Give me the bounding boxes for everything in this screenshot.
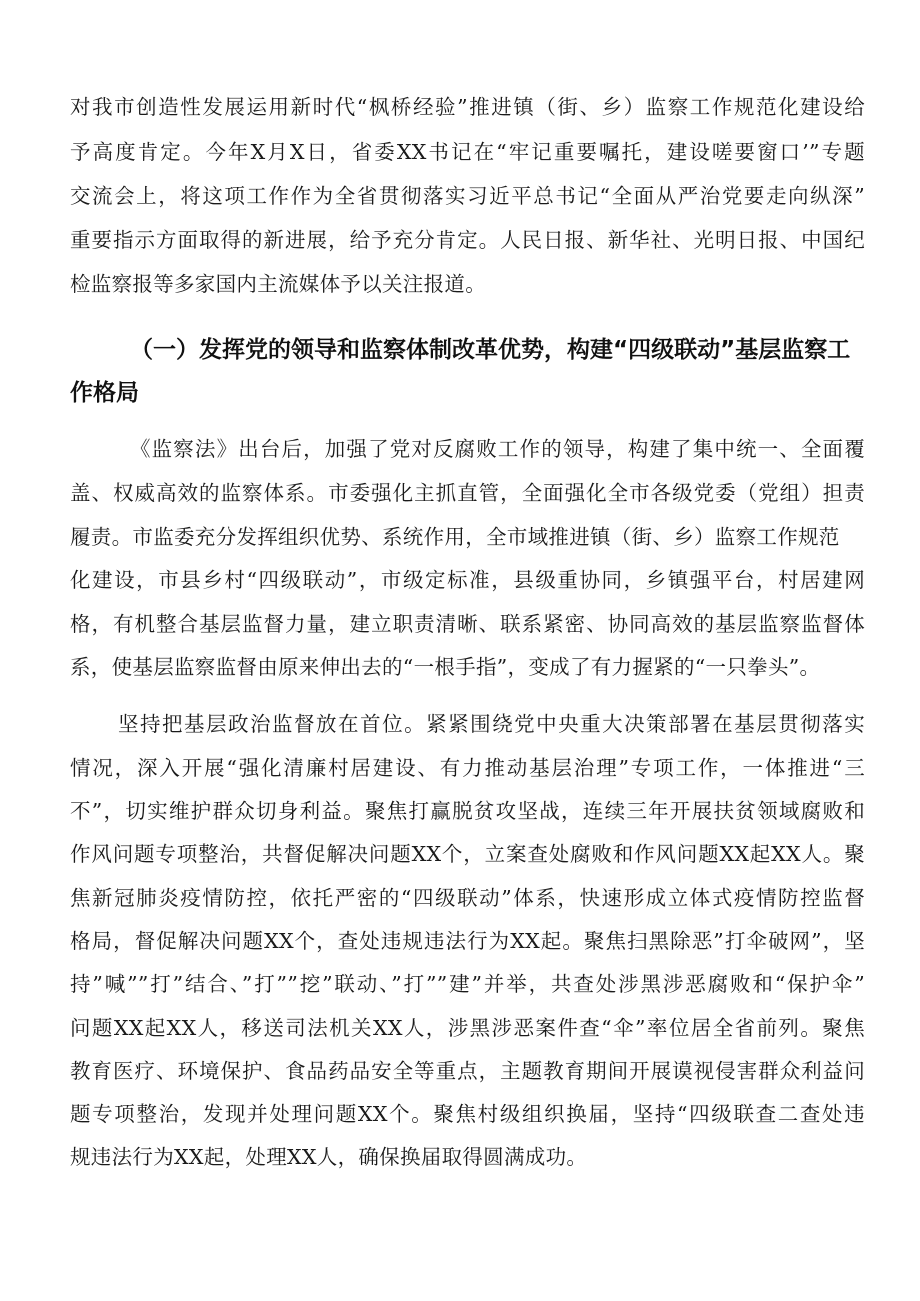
paragraph-1-line-3: 交流会上，将这项工作作为全省贯彻落实习近平总书记“全面从严治党要走向纵深” (70, 184, 865, 208)
paragraph-3-line-9: 教育医疗、环境保护、食品药品安全等重点，主题教育期间开展谟视侵害群众利益问 (70, 1059, 865, 1083)
paragraph-3-line-10: 题专项整治，发现并处理问题XX个。聚焦村级组织换届，坚持“四级联查二查处违 (70, 1102, 865, 1126)
paragraph-1-line-4: 重要指示方面取得的新进展，给予充分肯定。人民日报、新华社、光明日报、中国纪 (70, 228, 865, 252)
paragraph-2-line-6: 系，使基层监察监督由原来伸出去的“一根手指”，变成了有力握紧的“一只拳头”。 (70, 655, 821, 679)
paragraph-2-line-3: 履责。市监委充分发挥组织优势、系统作用，全市域推进镇（街、乡）监察工作规范 (70, 525, 840, 549)
paragraph-3-line-4: 作风问题专项整治，共督促解决问题XX个，立案查处腐败和作风问题XX起XX人。聚 (70, 842, 865, 866)
paragraph-1-line-1: 对我市创造性发展运用新时代“枫桥经验”推进镇（街、乡）监察工作规范化建设给 (70, 95, 865, 119)
paragraph-3-line-3: 不”，切实维护群众切身利益。聚焦打赢脱贫攻坚战，连续三年开展扶贫领域腐败和 (70, 799, 865, 823)
paragraph-2-line-1: 《监察法》出台后，加强了党对反腐败工作的领导，构建了集中统一、全面覆 (130, 437, 865, 461)
section-heading-line-1: （一）发挥党的领导和监察体制改革优势，构建“四级联动”基层监察工 (130, 337, 851, 363)
paragraph-2-line-5: 格，有机整合基层监督力量，建立职责清晰、联系紧密、协同高效的基层监察监督体 (70, 612, 865, 636)
paragraph-3-line-7: 持”喊””打”结合、”打””挖”联动、”打””建”并举，共查处涉黑涉恶腐败和“保护伞” (70, 972, 865, 996)
paragraph-3-line-11: 规违法行为XX起，处理XX人，确保换届取得圆满成功。 (70, 1145, 588, 1169)
paragraph-3-line-2: 情况，深入开展“强化清廉村居建设、有力推动基层治理”专项工作，一体推进“三 (70, 756, 865, 780)
section-heading-line-2: 作格局 (70, 380, 139, 406)
paragraph-3-line-1: 坚持把基层政治监督放在首位。紧紧围绕党中央重大决策部署在基层贯彻落实 (118, 712, 865, 736)
paragraph-1-line-2: 予高度肯定。今年X月X日，省委XX书记在“牢记重要嘱托，建设嗟要窗口’”专题 (70, 140, 865, 164)
paragraph-3-line-6: 格局，督促解决问题XX个，查处违规违法行为XX起。聚焦扫黑除恶”打伞破网”，坚 (70, 929, 865, 953)
paragraph-3-line-5: 焦新冠肺炎疫情防控，依托严密的“四级联动”体系，快速形成立体式疫情防控监督 (70, 886, 865, 910)
paragraph-1-line-5: 检监察报等多家国内主流媒体予以关注报道。 (70, 272, 486, 296)
paragraph-3-line-8: 问题XX起XX人，移送司法机关XX人，涉黑涉恶案件查“伞”率位居全省前列。聚焦 (70, 1016, 865, 1040)
paragraph-2-line-4: 化建设，市县乡村“四级联动”，市级定标准，县级重协同，乡镇强平台，村居建网 (70, 568, 865, 592)
paragraph-2-line-2: 盖、权威高效的监察体系。市委强化主抓直管，全面强化全市各级党委（党组）担责 (70, 481, 865, 505)
